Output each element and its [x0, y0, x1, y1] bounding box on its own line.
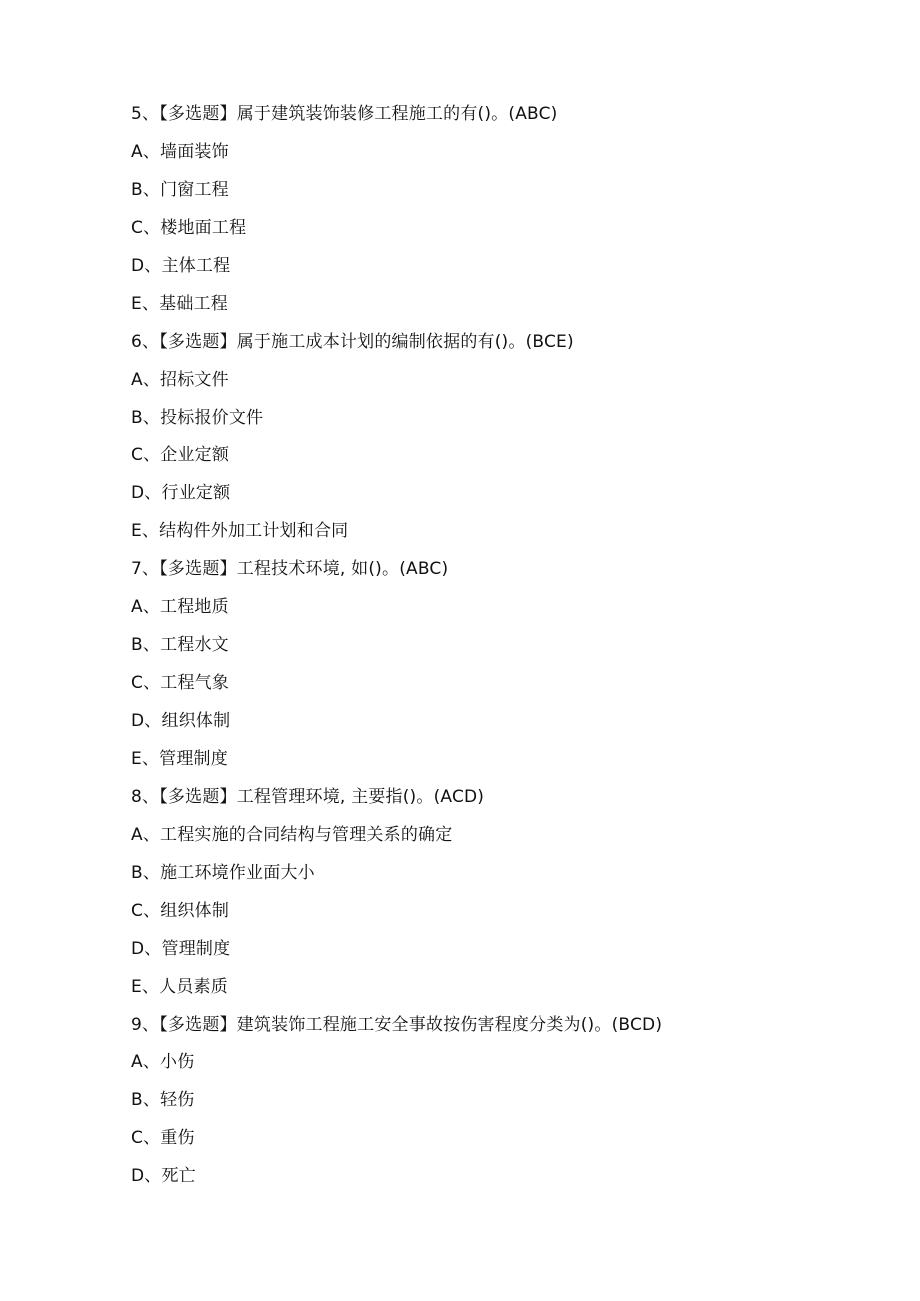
answer-option: D、死亡: [131, 1166, 196, 1187]
answer-option: B、施工环境作业面大小: [131, 862, 315, 883]
answer-option: B、轻伤: [131, 1090, 195, 1111]
answer-option: B、投标报价文件: [131, 407, 264, 428]
answer-option: E、结构件外加工计划和合同: [131, 521, 349, 542]
answer-option: D、行业定额: [131, 483, 231, 504]
answer-option: A、小伤: [131, 1052, 195, 1073]
question-stem: 5、【多选题】属于建筑装饰装修工程施工的有()。(ABC): [131, 104, 558, 124]
answer-option: B、门窗工程: [131, 179, 229, 200]
answer-option: A、招标文件: [131, 369, 229, 390]
question-stem: 9、【多选题】建筑装饰工程施工安全事故按伤害程度分类为()。(BCD): [131, 1014, 663, 1035]
answer-option: C、重伤: [131, 1128, 195, 1149]
answer-option: B、工程水文: [131, 635, 229, 656]
answer-option: C、工程气象: [131, 673, 230, 694]
answer-option: E、基础工程: [131, 293, 228, 314]
answer-option: A、工程实施的合同结构与管理关系的确定: [131, 824, 453, 845]
question-list: [131, 96, 871, 1196]
answer-option: E、管理制度: [131, 748, 228, 769]
answer-option: A、墙面装饰: [131, 141, 229, 162]
answer-option: D、主体工程: [131, 255, 231, 276]
question-stem: 7、【多选题】工程技术环境, 如()。(ABC): [131, 559, 449, 580]
answer-option: D、组织体制: [131, 711, 231, 731]
question-stem: 8、【多选题】工程管理环境, 主要指()。(ACD): [131, 786, 485, 807]
answer-option: C、企业定额: [131, 445, 230, 466]
question-stem: 6、【多选题】属于施工成本计划的编制依据的有()。(BCE): [131, 331, 574, 352]
answer-option: A、工程地质: [131, 597, 229, 618]
answer-option: E、人员素质: [131, 976, 228, 997]
answer-option: D、管理制度: [131, 938, 231, 959]
answer-option: C、楼地面工程: [131, 217, 247, 238]
answer-option: C、组织体制: [131, 900, 230, 921]
